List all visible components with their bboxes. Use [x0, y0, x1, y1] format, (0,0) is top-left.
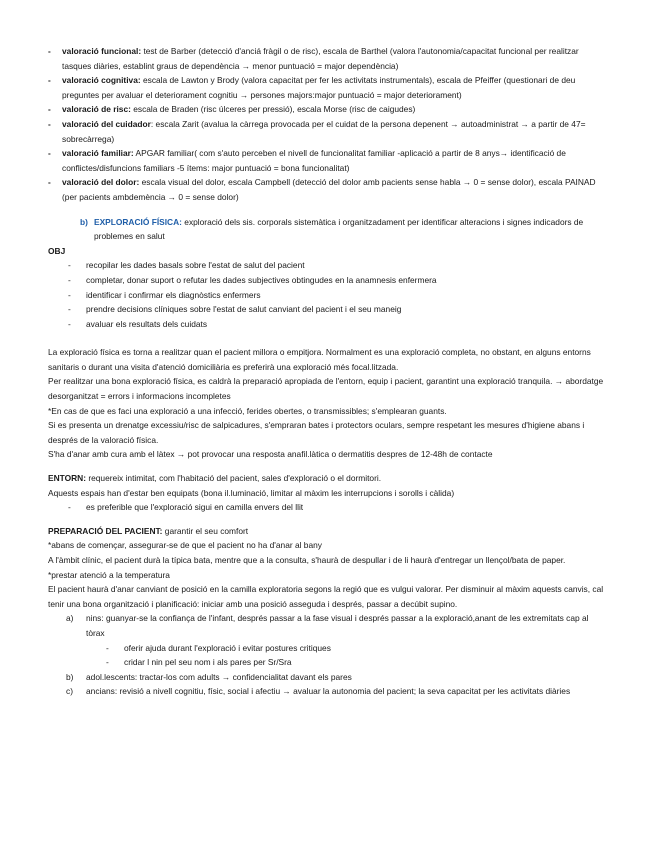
bullet-dash: -	[48, 148, 51, 159]
bullet-dash: -	[48, 177, 51, 188]
list-item	[48, 102, 607, 117]
list-item: - recopilar les dades basals sobre l'estat de salut del pacient	[68, 258, 607, 273]
alpha-marker: a)	[66, 613, 74, 624]
alpha-item: a) nins: guanyar-se la confiança de l'infant, després passar a la fase visual i després passar a la exploració,anant de les extremitats cap al tòrax	[66, 611, 607, 640]
list-item	[48, 73, 607, 102]
alpha-item: b) adol.lescents: tractar-los com adults → confidencialitat davant els pares	[66, 670, 607, 685]
bullet-dash: -	[48, 104, 51, 115]
section-title: EXPLORACIÓ FÍSICA:	[94, 216, 182, 227]
alpha-item: c) ancians: revisió a nivell cognitiu, físic, social i afectiu → avaluar la autonomia del pacient; la seva capacitat per les activitats diàries	[66, 684, 607, 699]
item-text: escala de Braden (risc úlceres per pressió), escala Morse (risc de caigudes)	[130, 104, 416, 115]
list-item: - avaluar els resultats dels cuidats	[68, 317, 607, 332]
list-item	[48, 44, 607, 73]
paragraph-line: *En cas de que es faci una exploració a una infecció, ferides obertes, o transmissibles; s'emplearan guants.	[48, 405, 447, 416]
bullet-dash: -	[48, 46, 51, 56]
list-item: - oferir ajuda durant l'exploració i evitar postures critiques	[106, 641, 607, 656]
bullet-dash: -	[68, 289, 71, 300]
item-title: valoració cognitiva:	[62, 75, 141, 86]
bullet-dash: -	[106, 657, 109, 668]
alpha-marker: b)	[66, 671, 74, 682]
list-item: - es preferible que l'exploració sigui en camilla envers del llit	[68, 500, 607, 515]
item-text: test de Barber (detecció d'anciá fràgil o de risc), escala de Barthel (valora l'autonomia/capacitat funcional per realitzar tasques diàries, establint graus de dependència → menor puntuació = major dependència)	[62, 46, 579, 71]
bullet-dash: -	[106, 642, 109, 653]
bullet-dash: -	[68, 318, 71, 329]
preparacio-title: PREPARACIÓ DEL PACIENT:	[48, 525, 163, 536]
paragraph-line: Si es presenta un drenatge excessiu/risc de salpicadures, s'empraran bates i protectors oculars, sempre respetant les mesures d'higiene abans i després de la valoració física.	[48, 420, 585, 445]
paragraph-line: *prestar atenció a la temperatura	[48, 569, 170, 580]
bullet-dash: -	[68, 304, 71, 315]
paragraph-line: *abans de començar, assegurar-se de que el pacient no ha d'anar al bany	[48, 540, 322, 551]
paragraph-exploration	[48, 345, 607, 462]
entorn-text: requereix intimitat, com l'habitació del pacient, sales d'exploració o el dormitori.	[86, 473, 382, 484]
item-text: escala de Lawton y Brody (valora capacitat per fer les activitats instrumentals), escala de Pfeiffer (questionari de deu preguntes per avaluar el deteriorament cognitiu → persones majors:major puntuació = major deteriorament)	[62, 75, 576, 100]
list-item: - prendre decisions clíniques sobre l'estat de salut canviant del pacient i el seu maneig	[68, 302, 607, 317]
preparacio-section	[48, 524, 607, 699]
paragraph-line: Per realitzar una bona exploració física, es caldrà la preparació apropiada de l'entorn, equip i pacient, garantint una exploració tranquila. → abordatge desorganitzat = errors i informacions incompletes	[48, 376, 604, 402]
paragraph-line: La exploració física es torna a realitzar quan el pacient millora o empitjora. Normalment es una exploració completa, no obstant, en alguns entorns sanitaris o durant una visita d'atenció domiciliària es preferirà una exploració més focal.litzada.	[48, 347, 591, 372]
bullet-dash: -	[48, 75, 51, 86]
item-text: escala visual del dolor, escala Campbell (detecció del dolor amb pacients sense habla → 0 = sense dolor), escala PAINAD (per pacients ambdemència → 0 = sense dolor)	[62, 177, 596, 202]
list-item	[48, 146, 607, 175]
list-item	[48, 175, 607, 204]
item-title: valoració funcional:	[62, 46, 142, 56]
paragraph-line: A l'àmbit clínic, el pacient durà la típica bata, mentre que a la consulta, s'haurà de despullar i de li haurà d'entregar un llençol/bata de paper.	[48, 555, 566, 565]
section-text: exploració dels sis. corporals sistemàtica i organitzadament per identificar alteracions i signes indicadors de problemes en salut	[94, 216, 584, 242]
item-text: APGAR familiar( com s'auto perceben el nivell de funcionalitat familiar -aplicació a partir de 8 anys→ identificació de conflictes/disfuncions familiars -5 ítems: major puntuació = bona funcionalitat)	[62, 148, 566, 173]
bullet-dash: -	[48, 118, 51, 129]
item-text: : escala Zarit (avalua la càrrega provocada per el cuidat de la persona depenent → autoadministrat → a partir de 47= sobrecàrrega)	[62, 118, 586, 144]
bullet-dash: -	[68, 274, 71, 285]
entorn-section	[48, 471, 607, 515]
entorn-line: Aquests espais han d'estar ben equipats (bona il.luminació, limitar al màxim les interrupcions i sorolls i càlida)	[48, 487, 455, 498]
bullet-dash: -	[68, 260, 71, 271]
list-item: - completar, donar suport o refutar les dades subjectives obtingudes en la anamnesis enfermera	[68, 273, 607, 288]
item-title: valoració del dolor:	[62, 177, 140, 188]
item-title: valoració de risc:	[62, 104, 131, 115]
obj-list	[48, 258, 607, 331]
assessment-list	[48, 44, 607, 205]
obj-label: OBJ	[48, 245, 66, 256]
paragraph-line: S'ha d'anar amb cura amb el làtex → pot provocar una resposta anafil.làtica o dermatitis despres de 12-48h de contacte	[48, 449, 493, 460]
list-item: - identificar i confirmar els diagnòstics enfermers	[68, 288, 607, 303]
entorn-title: ENTORN:	[48, 473, 86, 484]
list-item: - cridar l nin pel seu nom i als pares per Sr/Sra	[106, 655, 607, 670]
section-marker: b)	[80, 216, 88, 227]
paragraph-line: El pacient haurà d'anar canviant de posició en la camilla exploratoria segons la regió que es vulgui valorar. Per disminuir al màxim aquests canvis, cal tenir una bona organització i planificació: iniciar amb una posició asseguda i després, passar a decúbit supino.	[48, 584, 604, 609]
alpha-marker: c)	[66, 686, 73, 697]
item-title: valoració del cuidador	[62, 118, 151, 129]
section-b-heading	[80, 215, 607, 244]
bullet-dash: -	[68, 502, 71, 513]
list-item	[48, 117, 607, 146]
preparacio-text: garantir el seu comfort	[162, 525, 249, 536]
item-title: valoració familiar:	[62, 148, 134, 159]
